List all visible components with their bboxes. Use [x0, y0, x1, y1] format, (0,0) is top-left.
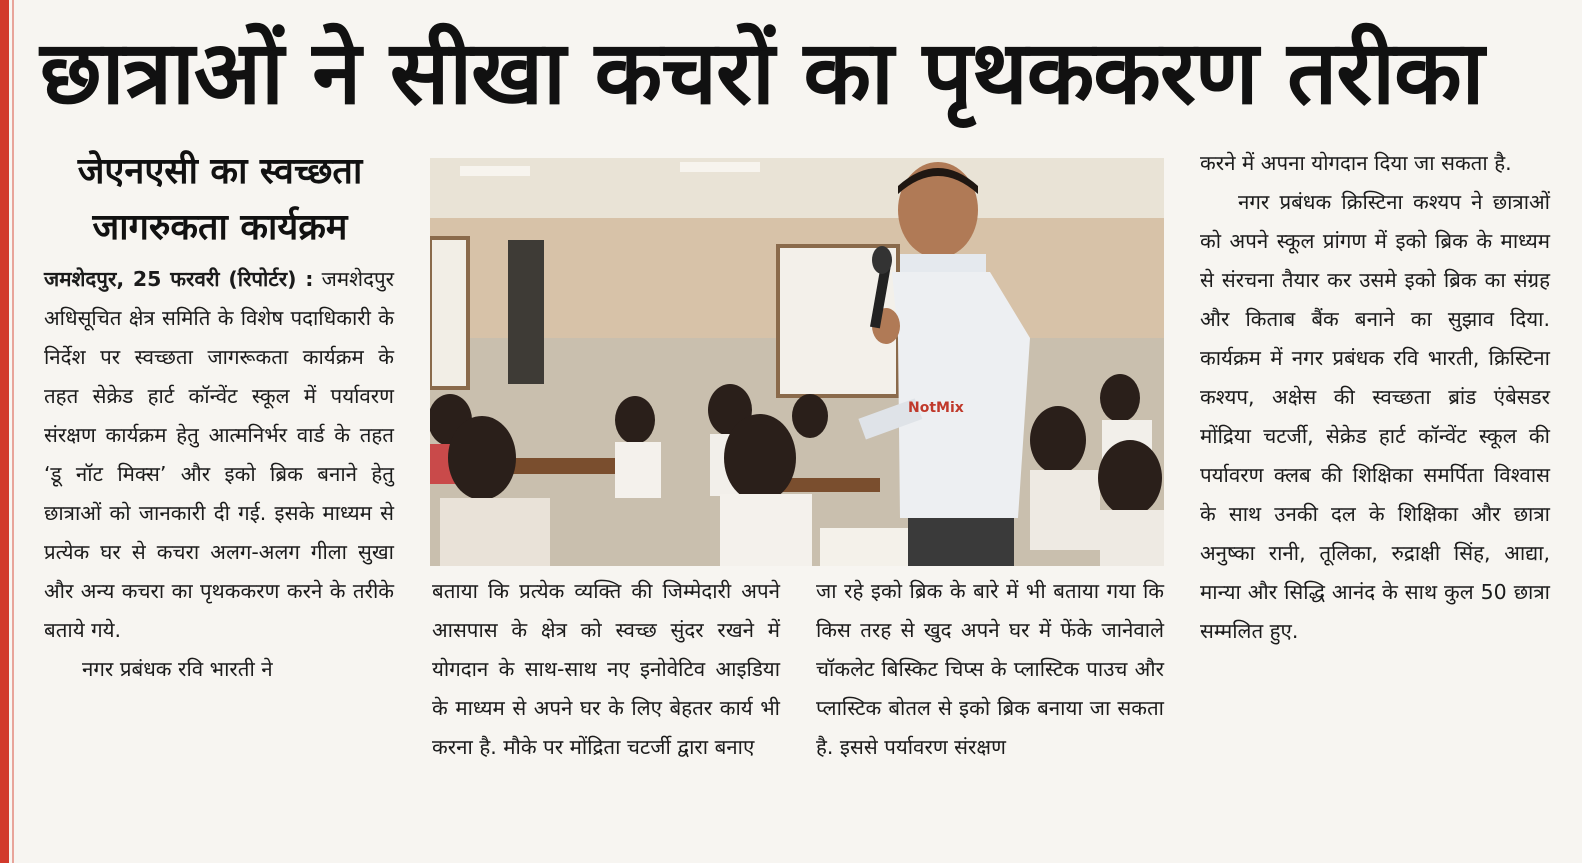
article-column-3 [816, 572, 1164, 767]
article-column-2 [432, 572, 780, 767]
photo-light [680, 162, 760, 172]
headline: छात्राओं ने सीखा कचरों का पृथककरण तरीका [40, 21, 1484, 124]
article-paragraph: जा रहे इको ब्रिक के बारे में भी बताया गया कि किस तरह से खुद अपने घर में फेंके जानेवाले चॉकलेट बिस्किट चिप्स के प्लास्टिक पाउच और प्लास्टिक बोतल से इको ब्रिक बनाया जा सकता है. इससे पर्यावरण संरक्षण [816, 579, 1164, 759]
news-photo [430, 158, 1164, 566]
article-paragraph: नगर प्रबंधक रवि भारती ने [82, 657, 273, 681]
article-paragraph: नगर प्रबंधक क्रिस्टिना कश्यप ने छात्राओं को अपने स्कूल प्रांगण में इको ब्रिक के माध्यम से संरचना तैयार कर उसमे इको ब्रिक का संग्रह और किताब बैंक बनाने का सुझाव दिया. कार्यक्रम में नगर प्रबंधक रवि भारती, क्रिस्टिना कश्यप, अक्षेस की स्वच्छता ब्रांड एंबेसडर मोंद्रिया चटर्जी, सेक्रेड हार्ट कॉन्वेंट स्कूल की पर्यावरण क्लब की शिक्षिका समर्पिता विश्वास के साथ उनकी दल के शिक्षिका और छात्रा अनुष्का रानी, तूलिका, रुद्राक्षी सिंह, आद्या, मान्या और सिद्धि आनंद के साथ कुल 50 छात्रा सम्मलित हुए. [1200, 190, 1550, 643]
photo-ceiling [430, 158, 1164, 218]
photo-window-left [430, 238, 468, 388]
article-paragraph: करने में अपना योगदान दिया जा सकता है. [1200, 151, 1512, 175]
page-edge-accent-rule [0, 0, 9, 863]
classroom-photo-illustration [430, 158, 1164, 566]
article-column-1 [44, 260, 394, 689]
subheadline: जेएनएसी का स्वच्छता जागरुकता कार्यक्रम [77, 151, 363, 248]
article-paragraph [44, 260, 394, 650]
photo-light [460, 166, 530, 176]
article-paragraph: बताया कि प्रत्येक व्यक्ति की जिम्मेदारी अपने आसपास के क्षेत्र को स्वच्छ सुंदर रखने में योगदान के साथ-साथ नए इनोवेटिव आइडिया के माध्यम से अपने घर के लिए बेहतर कार्य भी करना है. मौके पर मोंद्रिता चटर्जी द्वारा बनाए [432, 579, 780, 759]
photo-wall-speaker [508, 240, 544, 384]
dateline: जमशेदपुर, 25 फरवरी (रिपोर्टर) : [44, 267, 314, 291]
article-text: जमशेदपुर अधिसूचित क्षेत्र समिति के विशेष पदाधिकारी के निर्देश पर स्वच्छता जागरूकता कार्यक्रम के तहत सेक्रेड हार्ट कॉन्वेंट स्कूल में पर्यावरण संरक्षण कार्यक्रम हेतु आत्मनिर्भर वार्ड के तहत ‘डू नॉट मिक्स’ और इको ब्रिक बनाने हेतु छात्राओं को जानकारी दी गई. इसके माध्यम से प्रत्येक घर से कचरा अलग-अलग गीला सुखा और अन्य कचरा का पृथककरण करने के तरीके बताये गये. [44, 267, 394, 642]
page-edge-accent-rule-thin [12, 0, 14, 863]
tshirt-print-text: NotMix [908, 400, 964, 416]
article-column-4 [1200, 144, 1550, 651]
